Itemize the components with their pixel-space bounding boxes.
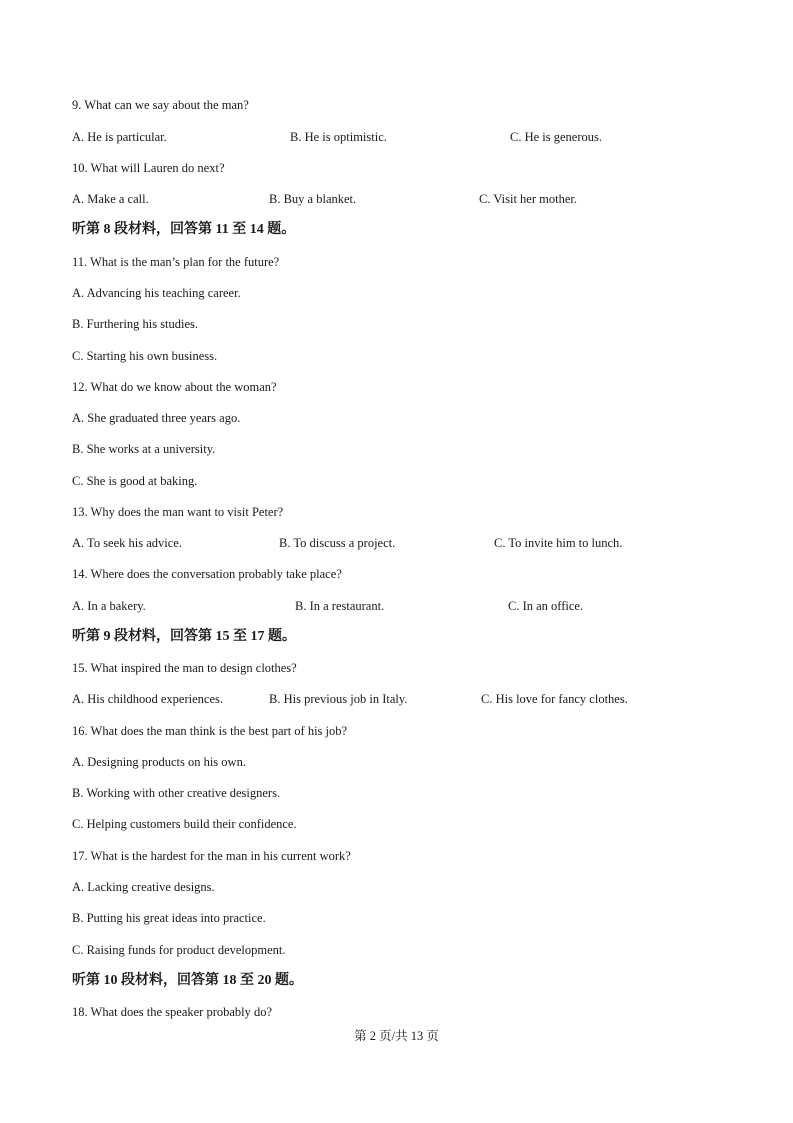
question-14: 14. Where does the conversation probably take place?	[72, 567, 342, 581]
question-13: 13. Why does the man want to visit Peter?	[72, 505, 284, 519]
option-c: C. He is generous.	[510, 130, 602, 144]
section-heading-9: 听第 9 段材料，回答第 15 至 17 题。	[72, 629, 296, 644]
option-b: B. Putting his great ideas into practice.	[72, 911, 266, 925]
question-17: 17. What is the hardest for the man in his current work?	[72, 849, 351, 863]
option-b: B. In a restaurant.	[295, 599, 385, 613]
question-12: 12. What do we know about the woman?	[72, 380, 277, 394]
question-10: 10. What will Lauren do next?	[72, 161, 225, 175]
options-row	[72, 533, 722, 553]
option-c: C. In an office.	[508, 599, 584, 613]
option-b: B. Buy a blanket.	[269, 192, 357, 206]
option-a: A. Designing products on his own.	[72, 755, 246, 769]
option-c: C. Raising funds for product development.	[72, 943, 286, 957]
options-row	[72, 689, 722, 709]
question-18: 18. What does the speaker probably do?	[72, 1005, 273, 1019]
options-row	[72, 127, 722, 147]
option-c: C. To invite him to lunch.	[494, 536, 623, 550]
option-c: C. Visit her mother.	[479, 192, 577, 206]
question-11: 11. What is the man’s plan for the future?	[72, 255, 280, 269]
section-heading-8: 听第 8 段材料，回答第 11 至 14 题。	[72, 222, 296, 237]
option-b: B. She works at a university.	[72, 442, 216, 456]
option-c: C. Starting his own business.	[72, 349, 218, 363]
option-a: A. In a bakery.	[72, 599, 146, 613]
option-a: A. She graduated three years ago.	[72, 411, 241, 425]
option-c: C. She is good at baking.	[72, 474, 198, 488]
options-row	[72, 596, 722, 616]
option-b: B. To discuss a project.	[279, 536, 396, 550]
option-c: C. Helping customers build their confidence.	[72, 817, 297, 831]
section-heading-10: 听第 10 段材料，回答第 18 至 20 题。	[72, 973, 303, 988]
option-a: A. Advancing his teaching career.	[72, 286, 241, 300]
option-b: B. Working with other creative designers.	[72, 786, 281, 800]
option-a: A. To seek his advice.	[72, 536, 182, 550]
question-15: 15. What inspired the man to design clothes?	[72, 661, 297, 675]
option-a: A. Make a call.	[72, 192, 149, 206]
options-row	[72, 189, 722, 209]
question-16: 16. What does the man think is the best part of his job?	[72, 724, 348, 738]
option-b: B. Furthering his studies.	[72, 317, 199, 331]
option-a: A. Lacking creative designs.	[72, 880, 215, 894]
option-b: B. His previous job in Italy.	[269, 692, 408, 706]
option-b: B. He is optimistic.	[290, 130, 387, 144]
option-a: A. He is particular.	[72, 130, 167, 144]
option-c: C. His love for fancy clothes.	[481, 692, 628, 706]
page-footer: 第 2 页/共 13 页	[354, 1029, 439, 1043]
option-a: A. His childhood experiences.	[72, 692, 224, 706]
question-9: 9. What can we say about the man?	[72, 98, 249, 112]
